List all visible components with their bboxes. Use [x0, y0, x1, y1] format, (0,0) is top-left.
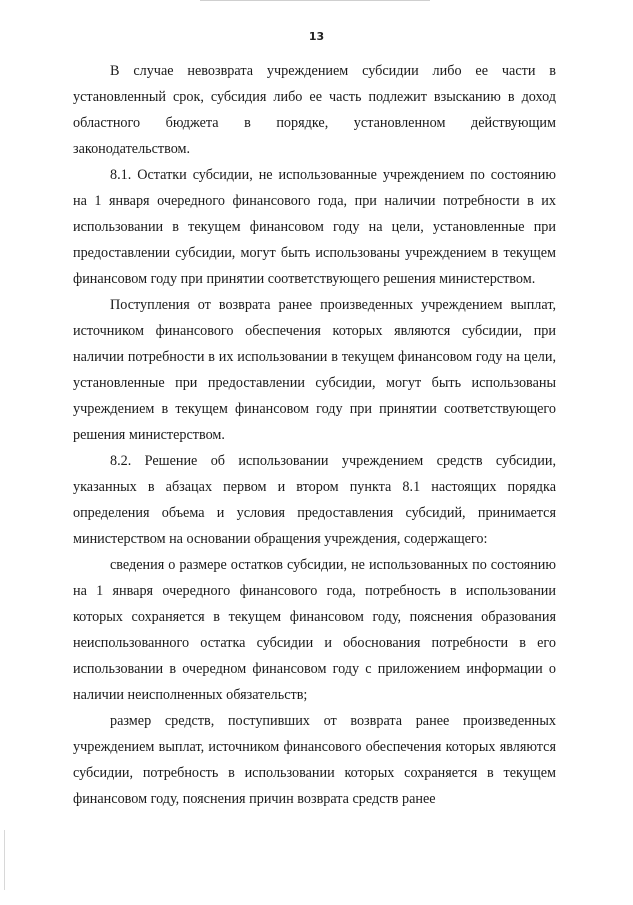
scan-edge-top	[200, 0, 430, 1]
paragraph-refund-receipts: Поступления от возврата ранее произведенных учреждением выплат, источником финансового обеспечения которых являются субсидии, при наличии потребности в их использовании в текущем финансовом году на цели, установленные при предоставлении субсидии, могут быть использованы учреждением в текущем финансовом году при принятии соответствующего решения министерством.	[73, 297, 556, 443]
document-body	[73, 58, 556, 812]
page-number: 13	[308, 30, 325, 43]
paragraph-8-2: 8.2. Решение об использовании учреждением средств субсидии, указанных в абзацах первом и втором пункта 8.1 настоящих порядка определения объема и условия предоставления субсидий, принимается министерством на основании обращения учреждения, содержащего:	[73, 453, 556, 547]
paragraph-return-of-subsidy: В случае невозврата учреждением субсидии либо ее части в установленный срок, субсидия либо ее часть подлежит взысканию в доход областного бюджета в порядке, установленном действующим законодательством.	[73, 63, 556, 157]
paragraph-remaining-balance-info: сведения о размере остатков субсидии, не использованных по состоянию на 1 января очередного финансового года, потребность в использовании которых сохраняется в текущем финансовом году, пояснения образования неиспользованного остатка субсидии и обоснования потребности в его использовании в очередном финансовом году с приложением информации о наличии неисполненных обязательств;	[73, 557, 556, 703]
paragraph-8-1: 8.1. Остатки субсидии, не использованные учреждением по состоянию на 1 января очередного финансового года, при наличии потребности в их использовании в текущем финансовом году на цели, установленные при предоставлении субсидии, могут быть использованы учреждением в текущем финансовом году при принятии соответствующего решения министерством.	[73, 167, 556, 287]
scan-edge-left	[4, 830, 5, 890]
paragraph-refund-amount-info: размер средств, поступивших от возврата ранее произведенных учреждением выплат, источником финансового обеспечения которых являются субсидии, потребность в использовании которых сохраняется в текущем финансовом году, пояснения причин возврата средств ранее	[73, 713, 556, 807]
